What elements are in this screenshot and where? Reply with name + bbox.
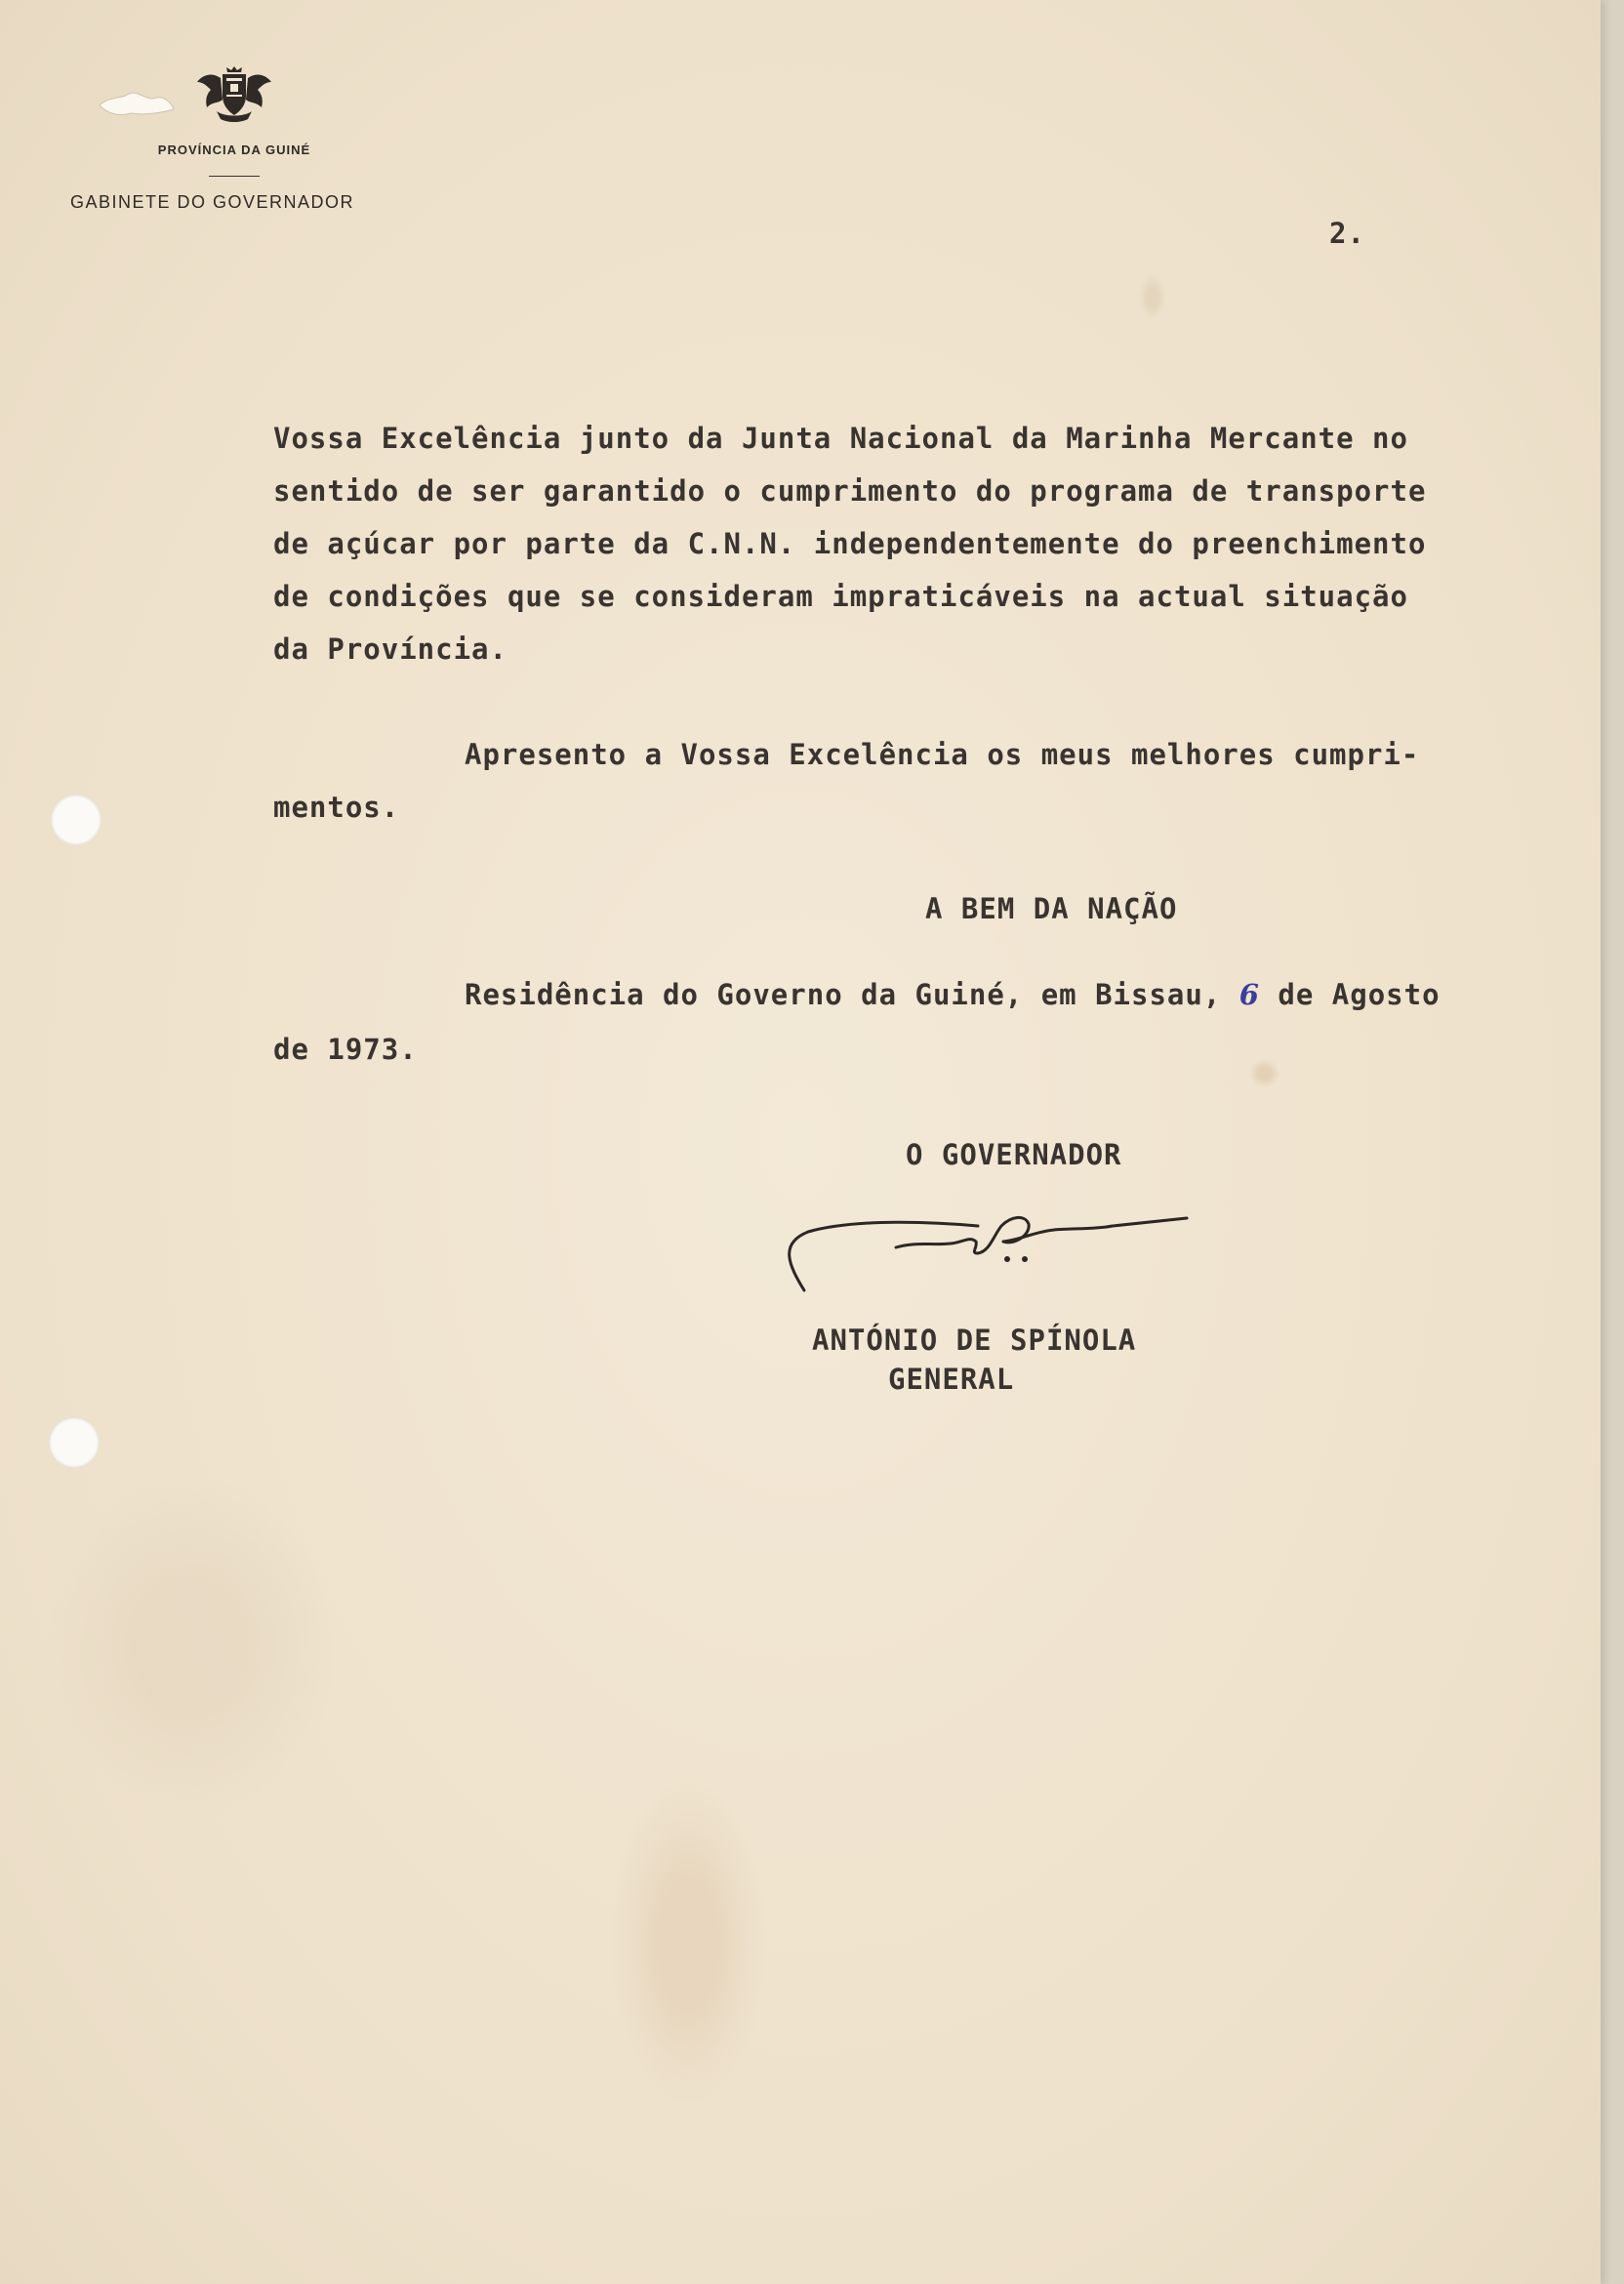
body-line: Apresento a Vossa Excelência os meus melhores cumpri- [465, 738, 1420, 771]
signatory-title: O GOVERNADOR [906, 1138, 1122, 1171]
letterhead-province: PROVÍNCIA DA GUINÉ [157, 143, 311, 157]
body-line: de açúcar por parte da C.N.N. independentemente do preenchimento [273, 527, 1427, 560]
page-number: 2. [1329, 217, 1365, 250]
body-line: Vossa Excelência junto da Junta Nacional da Marinha Mercante no [273, 422, 1408, 455]
signatory-name: ANTÓNIO DE SPÍNOLA [812, 1324, 1137, 1357]
month-text: de Agosto [1259, 978, 1441, 1011]
coat-of-arms-icon [191, 61, 277, 125]
body-line: sentido de ser garantido o cumprimento do programa de transporte [273, 474, 1427, 508]
handwritten-signature [769, 1197, 1189, 1304]
punch-hole-bottom [49, 1417, 100, 1468]
signatory-rank: GENERAL [888, 1363, 1015, 1396]
closing-motto: A BEM DA NAÇÃO [925, 892, 1178, 925]
date-year-line: de 1973. [273, 1033, 418, 1066]
handwritten-day: 6 [1238, 978, 1260, 1011]
place-text: Residência do Governo da Guiné, em Bissau, [465, 978, 1239, 1011]
letterhead-divider [209, 176, 260, 177]
punch-hole-top [51, 795, 102, 845]
body-line: mentos. [273, 791, 400, 824]
place-date-line [465, 978, 1441, 1011]
letterhead-cabinet: GABINETE DO GOVERNADOR [70, 192, 355, 212]
body-line: de condições que se consideram impraticáveis na actual situação [273, 580, 1408, 613]
paper-tear-mark [96, 90, 176, 119]
body-line: da Província. [273, 632, 508, 666]
